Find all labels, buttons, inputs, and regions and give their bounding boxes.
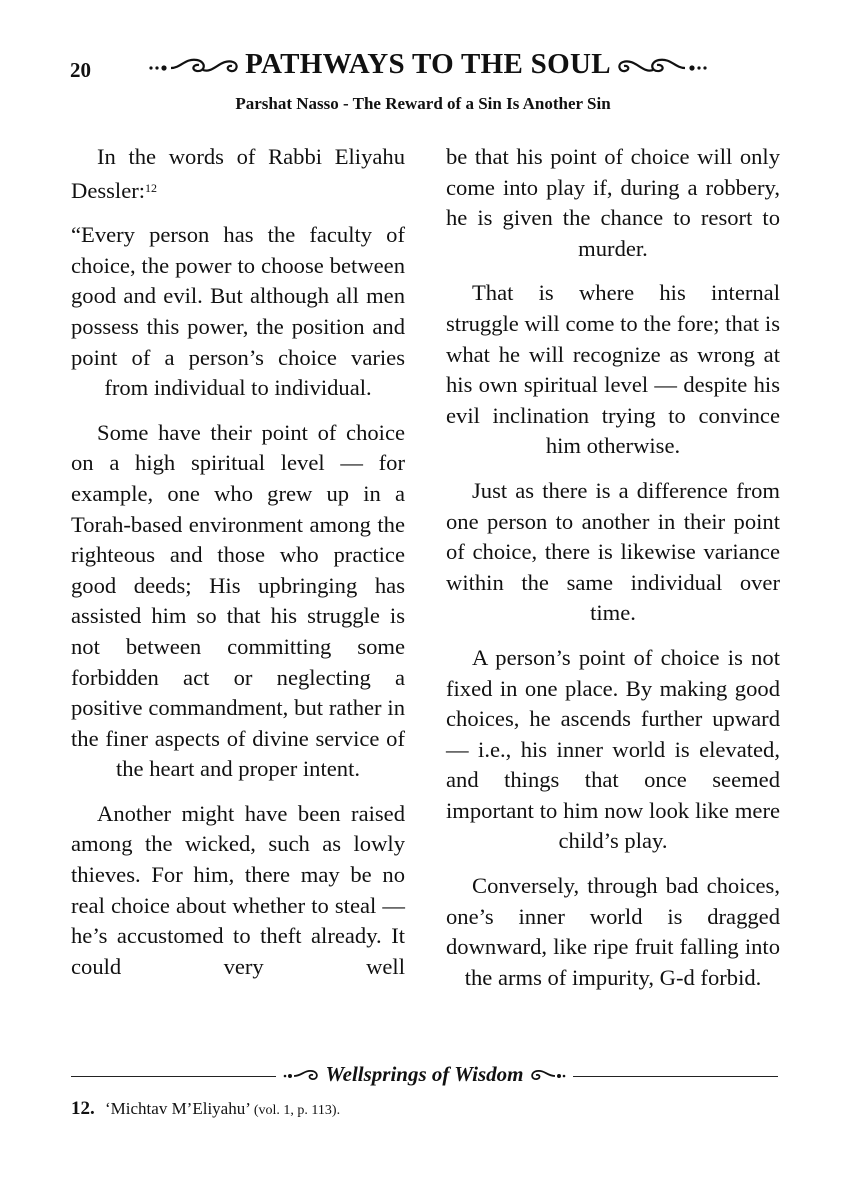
footnote-ref[interactable]: 12	[145, 180, 158, 195]
page-number: 20	[70, 58, 91, 82]
paragraph: That is where his internal struggle will come to the fore; that is what he will recognize as wrong at his own spiritual level — despite his evil inclination trying to convince him otherwise.	[446, 280, 780, 459]
intro-paragraph	[71, 142, 405, 206]
paragraph: Some have their point of choice on a high spiritual level — for example, one who grew up in a Torah-based environment among the righteous and those who practice good deeds; His upbringing has assisted him so that his struggle is not between committing some forbidden act or neglecting a positive commandment, but rather in the finer aspects of divine service of the heart and proper intent.	[71, 419, 405, 782]
chapter-subtitle: Parshat Nasso - The Reward of a Sin Is Another Sin	[235, 94, 611, 113]
paragraph: be that his point of choice will only come into play if, during a robbery, he is given the chance to resort to murder.	[446, 144, 780, 261]
divider-label	[276, 1062, 574, 1087]
left-column	[71, 142, 405, 996]
divider-text: Wellsprings of Wisdom	[325, 1062, 524, 1086]
left-flourish-icon	[282, 1067, 322, 1083]
book-title: PATHWAYS TO THE SOUL	[245, 48, 611, 80]
left-ornament-icon	[147, 54, 239, 76]
right-ornament-icon	[617, 54, 709, 76]
paragraph: A person’s point of choice is not fixed in one place. By making good choices, he ascends further upward — i.e., his inner world is elevated, and things that once seemed important to him now look like mere child’s play.	[446, 644, 780, 854]
intro-text: In the words of Rabbi Eliyahu Dessler:	[71, 144, 405, 203]
right-flourish-icon	[527, 1067, 567, 1083]
paragraph: Just as there is a difference from one person to another in their point of choice, there is likewise variance within the same individual over time.	[446, 477, 780, 626]
paragraph: Another might have been raised among the wicked, such as lowly thieves. For him, there may be no real choice about whether to steal — he’s accustomed to theft already. It could very well	[71, 800, 405, 979]
running-header	[128, 48, 728, 81]
footnote-detail: (vol. 1, p. 113).	[253, 1103, 341, 1118]
footnote-number: 12.	[71, 1098, 95, 1119]
footnote-source: ‘Michtav M’Eliyahu’	[105, 1099, 250, 1118]
paragraph: “Every person has the faculty of choice, the power to choose between good and evil. But although all men possess this power, the position and point of a person’s choice varies from individual to individual.	[71, 222, 405, 401]
footnote	[71, 1098, 340, 1120]
paragraph: Conversely, through bad choices, one’s inner world is dragged downward, like ripe fruit falling into the arms of impurity, G-d forbid.	[446, 873, 780, 990]
right-column	[446, 142, 780, 1007]
footnote-divider	[71, 1062, 778, 1092]
